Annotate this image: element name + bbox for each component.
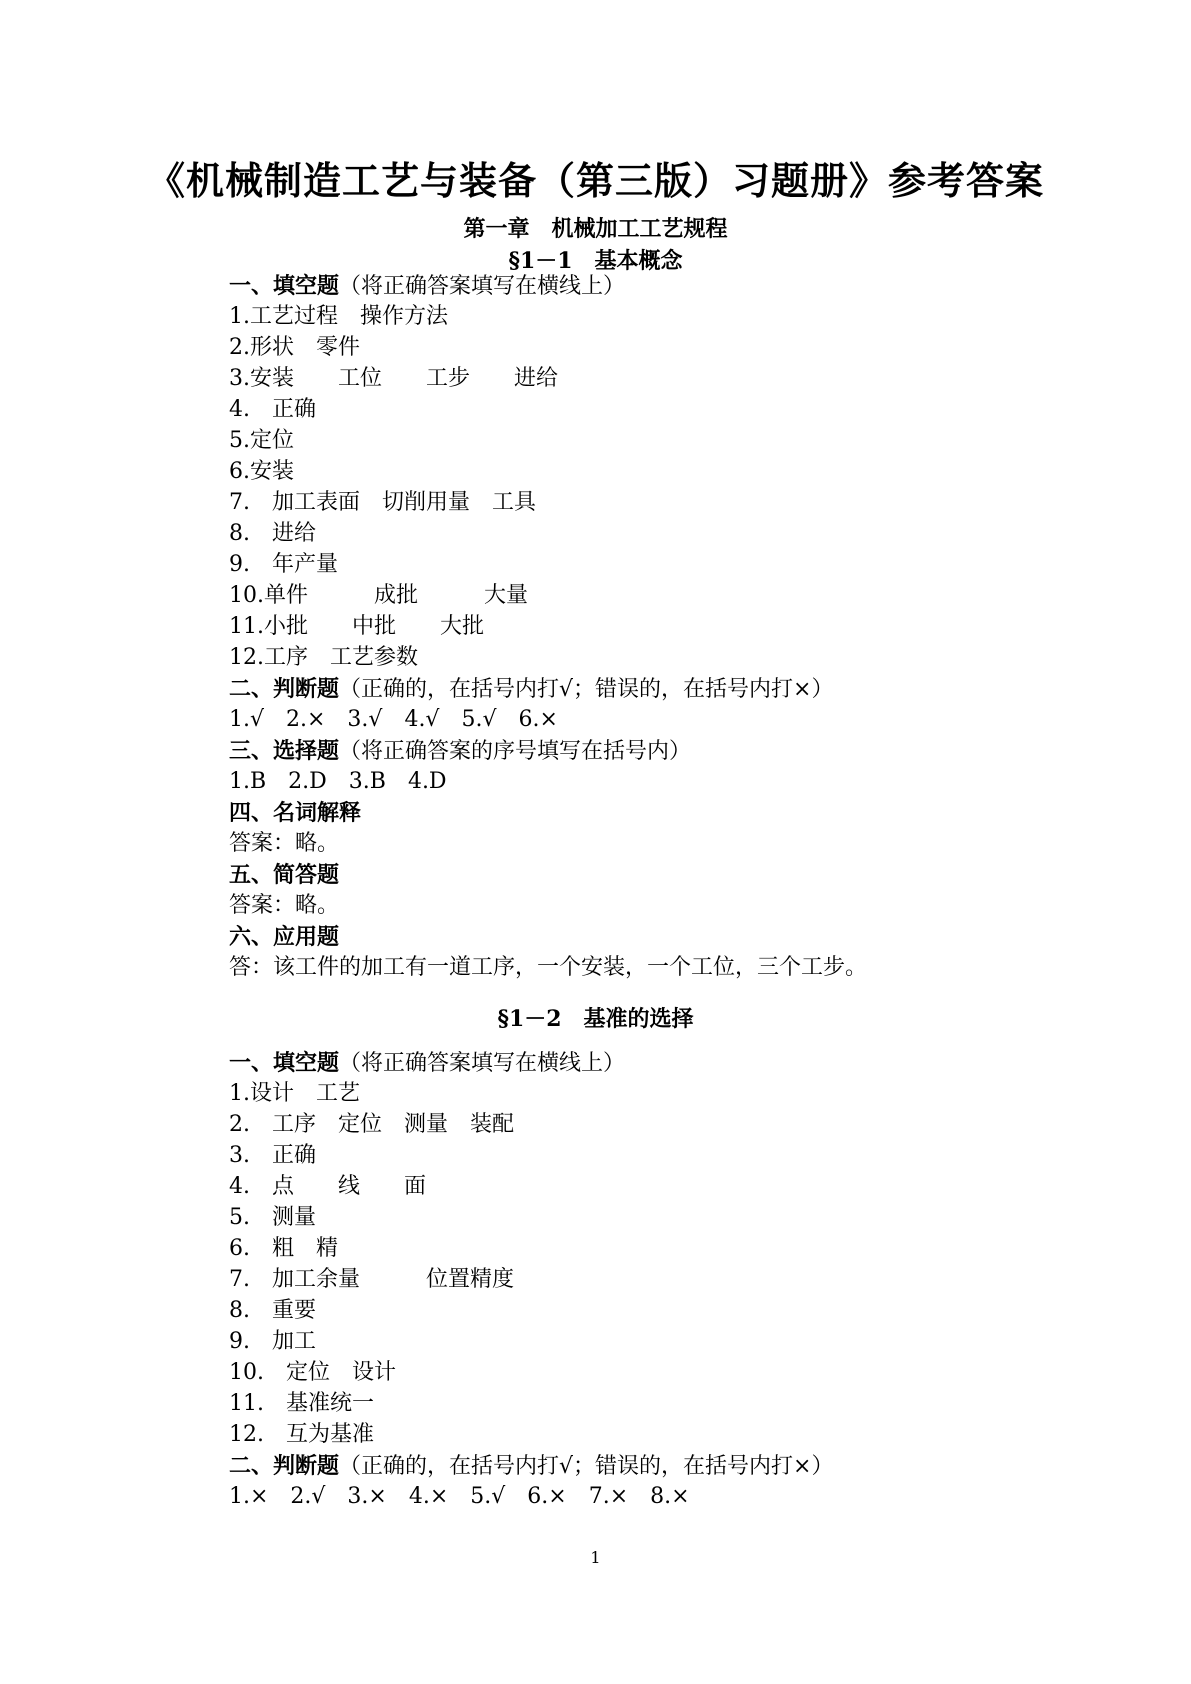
s1-terms-header (229, 802, 361, 825)
s2-true-false-header (229, 1455, 833, 1478)
s1-fill-item: 5.定位 (229, 428, 294, 453)
section-heading-1-2: §1－2 基准的选择 (497, 1006, 694, 1032)
s1-choice-title: 三、选择题 (229, 738, 340, 764)
document-title: 《机械制造工艺与装备（第三版）习题册》参考答案 (146, 158, 1044, 203)
s2-fill-item: 9. 加工 (229, 1329, 316, 1354)
s1-fill-item: 2.形状 零件 (229, 335, 360, 360)
section-heading-1-1: §1－1 基本概念 (508, 248, 683, 274)
s1-choice-note: （将正确答案的序号填写在括号内） (339, 739, 692, 764)
s1-fill-blank-title: 一、填空题 (229, 273, 340, 299)
s1-terms-answer: 答案：略。 (229, 831, 340, 856)
s1-fill-item: 11.小批 中批 大批 (229, 614, 484, 639)
s2-fill-item: 3. 正确 (229, 1143, 316, 1168)
s1-fill-item: 10.单件 成批 大量 (229, 583, 528, 608)
s1-application-answer: 答：该工件的加工有一道工序，一个安装，一个工位，三个工步。 (229, 955, 868, 980)
s1-true-false-title: 二、判断题 (229, 676, 340, 702)
s1-terms-title: 四、名词解释 (229, 800, 362, 826)
s2-true-false-answers: 1.× 2.√ 3.× 4.× 5.√ 6.× 7.× 8.× (229, 1484, 690, 1509)
s1-short-answer-header (229, 864, 339, 887)
s2-fill-blank-note: （将正确答案填写在横线上） (339, 1051, 626, 1076)
s2-fill-item: 6. 粗 精 (229, 1236, 338, 1261)
s1-fill-item: 8. 进给 (229, 521, 316, 546)
s2-fill-item: 5. 测量 (229, 1205, 316, 1230)
s1-fill-item: 3.安装 工位 工步 进给 (229, 366, 558, 391)
s1-fill-item: 1.工艺过程 操作方法 (229, 304, 448, 329)
s2-fill-item: 10. 定位 设计 (229, 1360, 396, 1385)
s2-true-false-note: （正确的，在括号内打√；错误的，在括号内打×） (339, 1454, 834, 1479)
s1-application-header (229, 926, 339, 949)
s1-short-answer-title: 五、简答题 (229, 862, 340, 888)
s2-true-false-title: 二、判断题 (229, 1453, 340, 1479)
s1-fill-blank-note: （将正确答案填写在横线上） (339, 274, 626, 299)
s1-fill-item: 9. 年产量 (229, 552, 338, 577)
s1-fill-item: 12.工序 工艺参数 (229, 645, 418, 670)
s2-fill-item: 1.设计 工艺 (229, 1081, 360, 1106)
s2-fill-item: 2. 工序 定位 测量 装配 (229, 1112, 514, 1137)
s2-fill-item: 11. 基准统一 (229, 1391, 374, 1416)
s2-fill-item: 7. 加工余量 位置精度 (229, 1267, 514, 1292)
s1-true-false-answers: 1.√ 2.× 3.√ 4.√ 5.√ 6.× (229, 707, 558, 732)
s1-fill-item: 6.安装 (229, 459, 294, 484)
s2-fill-item: 4. 点 线 面 (229, 1174, 426, 1199)
s1-true-false-header (229, 678, 833, 701)
s2-fill-item: 8. 重要 (229, 1298, 316, 1323)
s1-true-false-note: （正确的，在括号内打√；错误的，在括号内打×） (339, 677, 834, 702)
s1-fill-item: 7. 加工表面 切削用量 工具 (229, 490, 536, 515)
s1-choice-header (229, 740, 691, 763)
s1-fill-item: 4. 正确 (229, 397, 316, 422)
chapter-heading: 第一章 机械加工工艺规程 (463, 216, 728, 242)
s2-fill-blank-title: 一、填空题 (229, 1050, 340, 1076)
s2-fill-blank-header (229, 1052, 625, 1075)
s1-short-answer-answer: 答案：略。 (229, 893, 340, 918)
page-number: 1 (590, 1548, 601, 1567)
s2-fill-item: 12. 互为基准 (229, 1422, 374, 1447)
s1-application-title: 六、应用题 (229, 924, 340, 950)
s1-fill-blank-header (229, 275, 625, 298)
s1-choice-answers: 1.B 2.D 3.B 4.D (229, 769, 447, 794)
